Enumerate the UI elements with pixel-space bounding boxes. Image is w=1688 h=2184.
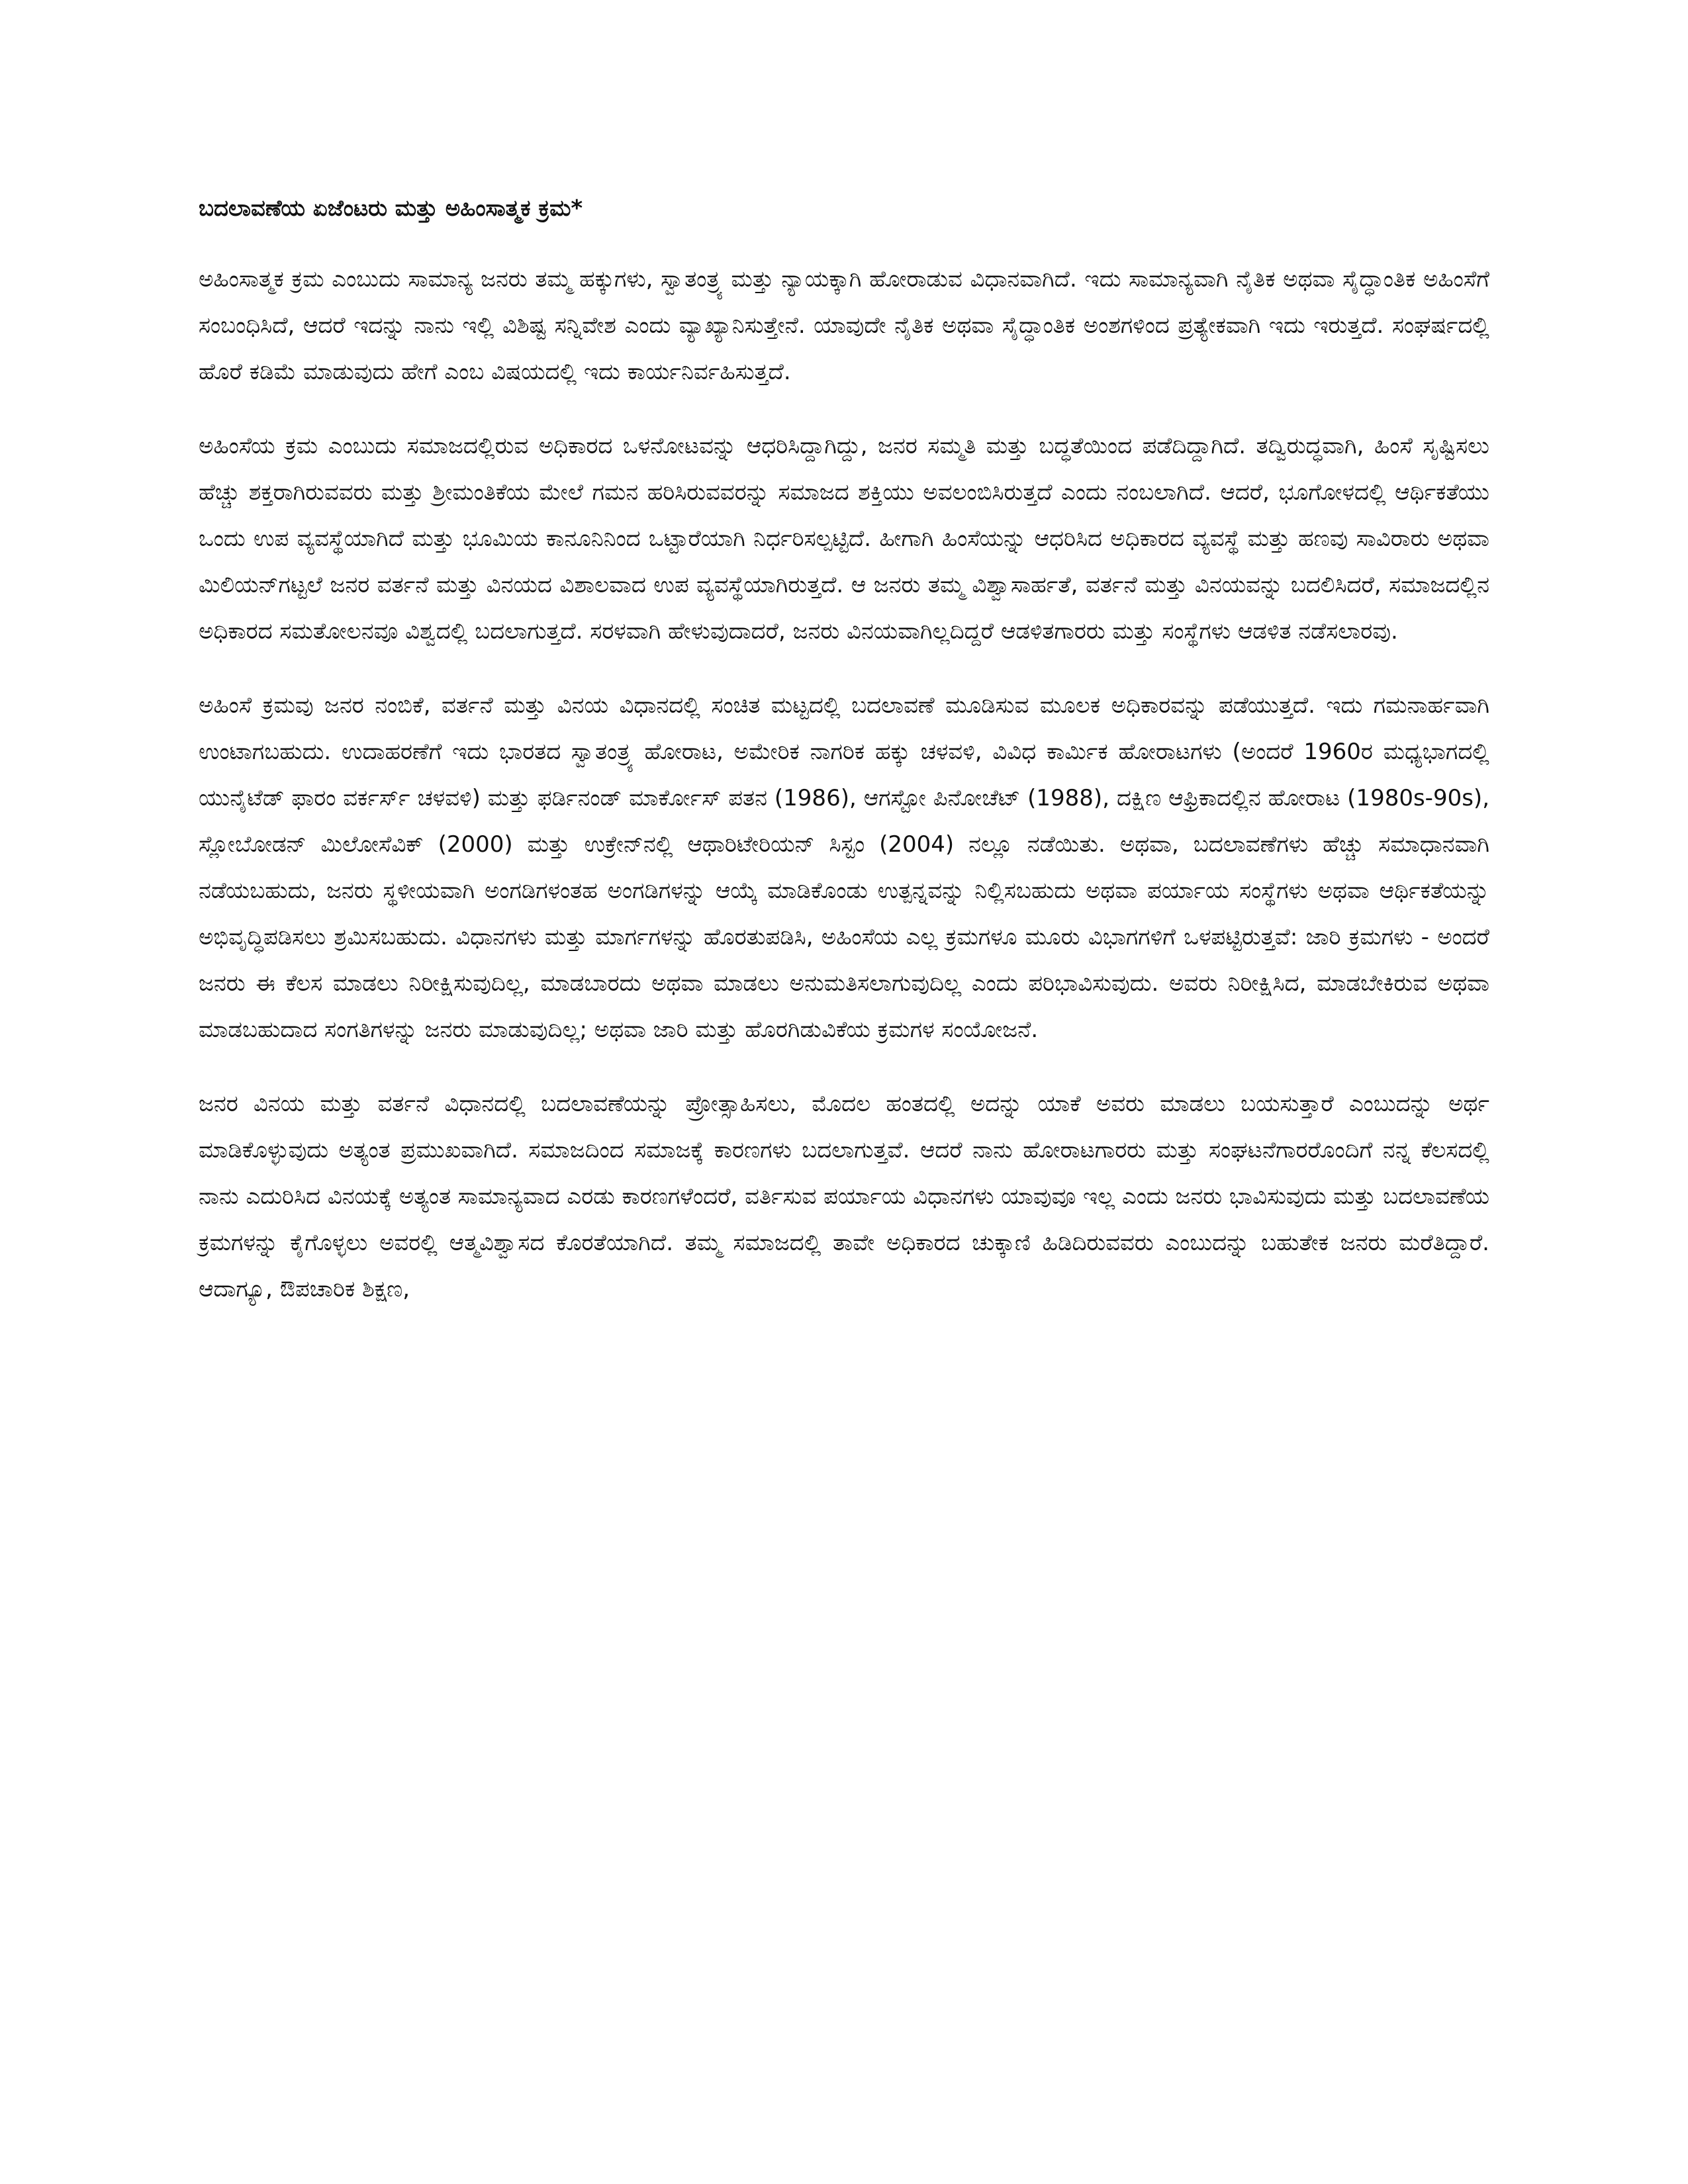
paragraph-1: ಅಹಿಂಸಾತ್ಮಕ ಕ್ರಮ ಎಂಬುದು ಸಾಮಾನ್ಯ ಜನರು ತಮ್ಮ ಹಕ್ಕುಗಳು, ಸ್ವಾತಂತ್ರ್ಯ ಮತ್ತು ನ್ಯಾಯಕ್ಕಾಗಿ ಹೋರಾಡುವ ವಿಧಾನವಾಗಿದೆ. ಇದು ಸಾಮಾನ್ಯವಾಗಿ ನೈತಿಕ ಅಥವಾ ಸೈದ್ಧಾಂತಿಕ ಅಹಿಂಸೆಗೆ ಸಂಬಂಧಿಸಿದೆ, ಆದರೆ ಇದನ್ನು ನಾನು ಇಲ್ಲಿ ವಿಶಿಷ್ಟ ಸನ್ನಿವೇಶ ಎಂದು ವ್ಯಾಖ್ಯಾನಿಸುತ್ತೇನೆ. ಯಾವುದೇ ನೈತಿಕ ಅಥವಾ ಸೈದ್ಧಾಂತಿಕ ಅಂಶಗಳಿಂದ ಪ್ರತ್ಯೇಕವಾಗಿ ಇದು ಇರುತ್ತದೆ. ಸಂಘರ್ಷದಲ್ಲಿ ಹೊರೆ ಕಡಿಮೆ ಮಾಡುವುದು ಹೇಗೆ ಎಂಬ ವಿಷಯದಲ್ಲಿ ಇದು ಕಾರ್ಯನಿರ್ವಹಿಸುತ್ತದೆ. [199, 266, 1489, 385]
document-title: ಬದಲಾವಣೆಯ ಏಜೆಂಟರು ಮತ್ತು ಅಹಿಂಸಾತ್ಮಕ ಕ್ರಮ* [199, 195, 583, 222]
document-body [199, 189, 1489, 1340]
paragraph-2: ಅಹಿಂಸೆಯ ಕ್ರಮ ಎಂಬುದು ಸಮಾಜದಲ್ಲಿರುವ ಅಧಿಕಾರದ ಒಳನೋಟವನ್ನು ಆಧರಿಸಿದ್ದಾಗಿದ್ದು, ಜನರ ಸಮ್ಮತಿ ಮತ್ತು ಬದ್ಧತೆಯಿಂದ ಪಡೆದಿದ್ದಾಗಿದೆ. ತದ್ವಿರುದ್ಧವಾಗಿ, ಹಿಂಸೆ ಸೃಷ್ಟಿಸಲು ಹೆಚ್ಚು ಶಕ್ತರಾಗಿರುವವರು ಮತ್ತು ಶ್ರೀಮಂತಿಕೆಯ ಮೇಲೆ ಗಮನ ಹರಿಸಿರುವವರನ್ನು ಸಮಾಜದ ಶಕ್ತಿಯು ಅವಲಂಬಿಸಿರುತ್ತದೆ ಎಂದು ನಂಬಲಾಗಿದೆ. ಆದರೆ, ಭೂಗೋಳದಲ್ಲಿ ಆರ್ಥಿಕತೆಯು ಒಂದು ಉಪ ವ್ಯವಸ್ಥೆಯಾಗಿದೆ ಮತ್ತು ಭೂಮಿಯ ಕಾನೂನಿನಿಂದ ಒಟ್ಟಾರೆಯಾಗಿ ನಿರ್ಧರಿಸಲ್ಪಟ್ಟಿದೆ. ಹೀಗಾಗಿ ಹಿಂಸೆಯನ್ನು ಆಧರಿಸಿದ ಅಧಿಕಾರದ ವ್ಯವಸ್ಥೆ ಮತ್ತು ಹಣವು ಸಾವಿರಾರು ಅಥವಾ ಮಿಲಿಯನ್‌ಗಟ್ಟಲೆ ಜನರ ವರ್ತನೆ ಮತ್ತು ವಿನಯದ ವಿಶಾಲವಾದ ಉಪ ವ್ಯವಸ್ಥೆಯಾಗಿರುತ್ತದೆ. ಆ ಜನರು ತಮ್ಮ ವಿಶ್ವಾಸಾರ್ಹತೆ, ವರ್ತನೆ ಮತ್ತು ವಿನಯವನ್ನು ಬದಲಿಸಿದರೆ, ಸಮಾಜದಲ್ಲಿನ ಅಧಿಕಾರದ ಸಮತೋಲನವೂ ವಿಶ್ವದಲ್ಲಿ ಬದಲಾಗುತ್ತದೆ. ಸರಳವಾಗಿ ಹೇಳುವುದಾದರೆ, ಜನರು ವಿನಯವಾಗಿಲ್ಲದಿದ್ದರೆ ಆಡಳಿತಗಾರರು ಮತ್ತು ಸಂಸ್ಥೆಗಳು ಆಡಳಿತ ನಡೆಸಲಾರವು. [199, 433, 1489, 645]
paragraph-4: ಜನರ ವಿನಯ ಮತ್ತು ವರ್ತನೆ ವಿಧಾನದಲ್ಲಿ ಬದಲಾವಣೆಯನ್ನು ಪ್ರೋತ್ಸಾಹಿಸಲು, ಮೊದಲ ಹಂತದಲ್ಲಿ ಅದನ್ನು ಯಾಕೆ ಅವರು ಮಾಡಲು ಬಯಸುತ್ತಾರೆ ಎಂಬುದನ್ನು ಅರ್ಥ ಮಾಡಿಕೊಳ್ಳುವುದು ಅತ್ಯಂತ ಪ್ರಮುಖವಾಗಿದೆ. ಸಮಾಜದಿಂದ ಸಮಾಜಕ್ಕೆ ಕಾರಣಗಳು ಬದಲಾಗುತ್ತವೆ. ಆದರೆ ನಾನು ಹೋರಾಟಗಾರರು ಮತ್ತು ಸಂಘಟನೆಗಾರರೊಂದಿಗೆ ನನ್ನ ಕೆಲಸದಲ್ಲಿ ನಾನು ಎದುರಿಸಿದ ವಿನಯಕ್ಕೆ ಅತ್ಯಂತ ಸಾಮಾನ್ಯವಾದ ಎರಡು ಕಾರಣಗಳೆಂದರೆ, ವರ್ತಿಸುವ ಪರ್ಯಾಯ ವಿಧಾನಗಳು ಯಾವುವೂ ಇಲ್ಲ ಎಂದು ಜನರು ಭಾವಿಸುವುದು ಮತ್ತು ಬದಲಾವಣೆಯ ಕ್ರಮಗಳನ್ನು ಕೈಗೊಳ್ಳಲು ಅವರಲ್ಲಿ ಆತ್ಮವಿಶ್ವಾಸದ ಕೊರತೆಯಾಗಿದೆ. ತಮ್ಮ ಸಮಾಜದಲ್ಲಿ ತಾವೇ ಅಧಿಕಾರದ ಚುಕ್ಕಾಣಿ ಹಿಡಿದಿರುವವರು ಎಂಬುದನ್ನು ಬಹುತೇಕ ಜನರು ಮರೆತಿದ್ದಾರೆ. ಆದಾಗ್ಯೂ, ಔಪಚಾರಿಕ ಶಿಕ್ಷಣ, [199, 1091, 1489, 1302]
paragraph-3: ಅಹಿಂಸೆ ಕ್ರಮವು ಜನರ ನಂಬಿಕೆ, ವರ್ತನೆ ಮತ್ತು ವಿನಯ ವಿಧಾನದಲ್ಲಿ ಸಂಚಿತ ಮಟ್ಟದಲ್ಲಿ ಬದಲಾವಣೆ ಮೂಡಿಸುವ ಮೂಲಕ ಅಧಿಕಾರವನ್ನು ಪಡೆಯುತ್ತದೆ. ಇದು ಗಮನಾರ್ಹವಾಗಿ ಉಂಟಾಗಬಹುದು. ಉದಾಹರಣೆಗೆ ಇದು ಭಾರತದ ಸ್ವಾತಂತ್ರ್ಯ ಹೋರಾಟ, ಅಮೇರಿಕ ನಾಗರಿಕ ಹಕ್ಕು ಚಳವಳಿ, ವಿವಿಧ ಕಾರ್ಮಿಕ ಹೋರಾಟಗಳು (ಅಂದರೆ 1960ರ ಮಧ್ಯಭಾಗದಲ್ಲಿ ಯುನೈಟೆಡ್ ಫಾರಂ ವರ್ಕರ್ಸ್ ಚಳವಳಿ) ಮತ್ತು ಫರ್ಡಿನಂಡ್ ಮಾರ್ಕೋಸ್ ಪತನ (1986), ಆಗಸ್ಟೋ ಪಿನೋಚೆಟ್ (1988), ದಕ್ಷಿಣ ಆಫ್ರಿಕಾದಲ್ಲಿನ ಹೋರಾಟ (1980s-90s), ಸ್ಲೋಬೋಡನ್ ಮಿಲೋಸೆವಿಕ್ (2000) ಮತ್ತು ಉಕ್ರೇನ್‌ನಲ್ಲಿ ಆಥಾರಿಟೇರಿಯನ್ ಸಿಸ್ಟಂ (2004) ನಲ್ಲೂ ನಡೆಯಿತು. ಅಥವಾ, ಬದಲಾವಣೆಗಳು ಹೆಚ್ಚು ಸಮಾಧಾನವಾಗಿ ನಡೆಯಬಹುದು, ಜನರು ಸ್ಥಳೀಯವಾಗಿ ಅಂಗಡಿಗಳಂತಹ ಅಂಗಡಿಗಳನ್ನು ಆಯ್ಕೆ ಮಾಡಿಕೊಂಡು ಉತ್ಪನ್ನವನ್ನು ನಿಲ್ಲಿಸಬಹುದು ಅಥವಾ ಪರ್ಯಾಯ ಸಂಸ್ಥೆಗಳು ಅಥವಾ ಆರ್ಥಿಕತೆಯನ್ನು ಅಭಿವೃದ್ಧಿಪಡಿಸಲು ಶ್ರಮಿಸಬಹುದು. ವಿಧಾನಗಳು ಮತ್ತು ಮಾರ್ಗಗಳನ್ನು ಹೊರತುಪಡಿಸಿ, ಅಹಿಂಸೆಯ ಎಲ್ಲ ಕ್ರಮಗಳೂ ಮೂರು ವಿಭಾಗಗಳಿಗೆ ಒಳಪಟ್ಟಿರುತ್ತವೆ: ಜಾರಿ ಕ್ರಮಗಳು - ಅಂದರೆ ಜನರು ಈ ಕೆಲಸ ಮಾಡಲು ನಿರೀಕ್ಷಿಸುವುದಿಲ್ಲ, ಮಾಡಬಾರದು ಅಥವಾ ಮಾಡಲು ಅನುಮತಿಸಲಾಗುವುದಿಲ್ಲ ಎಂದು ಪರಿಭಾವಿಸುವುದು. ಅವರು ನಿರೀಕ್ಷಿಸಿದ, ಮಾಡಬೇಕಿರುವ ಅಥವಾ ಮಾಡಬಹುದಾದ ಸಂಗತಿಗಳನ್ನು ಜನರು ಮಾಡುವುದಿಲ್ಲ; ಅಥವಾ ಜಾರಿ ಮತ್ತು ಹೊರಗಿಡುವಿಕೆಯ ಕ್ರಮಗಳ ಸಂಯೋಜನೆ. [199, 692, 1489, 1043]
